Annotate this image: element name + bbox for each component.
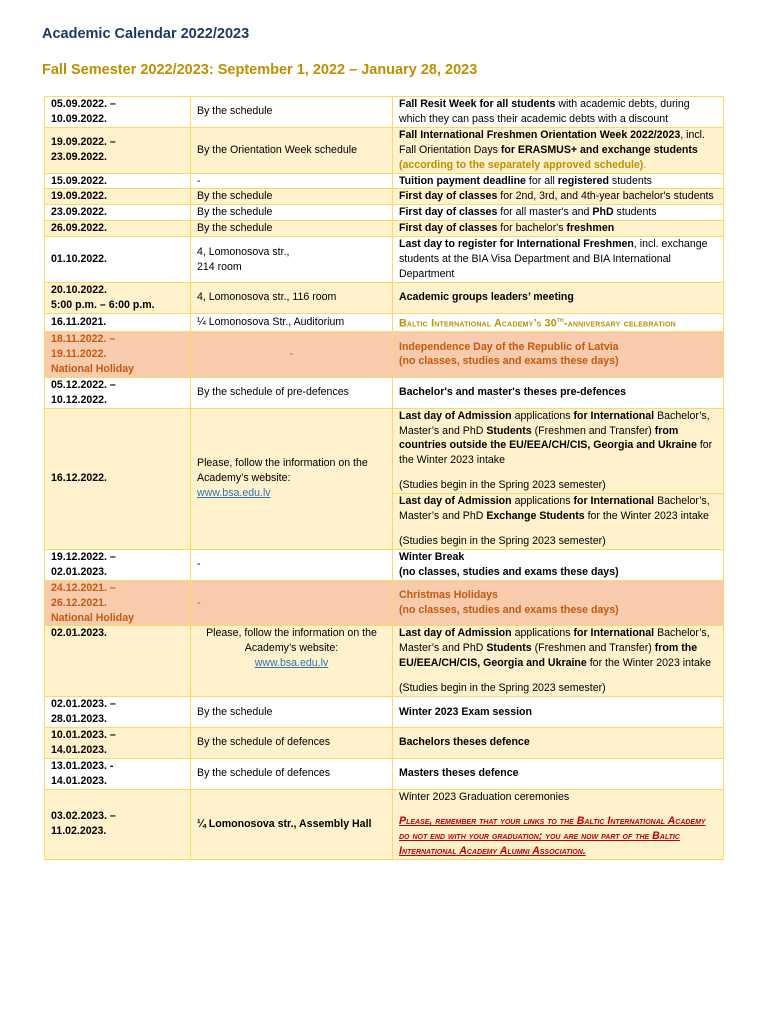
date-cell: 18.11.2022. – 19.11.2022. National Holiday (45, 332, 191, 378)
place-cell: By the schedule of defences (191, 727, 393, 758)
event-cell: Bachelor's and master's theses pre-defences (393, 377, 724, 408)
event-cell: Baltic International Academy’s 30th-anniversary celebration (393, 313, 724, 331)
place-cell: ¼ Lomonosova str., Assembly Hall (191, 789, 393, 860)
table-row (45, 549, 724, 580)
place-cell: - (191, 580, 393, 626)
table-row (45, 408, 724, 494)
date-cell: 23.09.2022. (45, 205, 191, 221)
event-cell: Masters theses defence (393, 758, 724, 789)
event-cell: Tuition payment deadline for all registered students (393, 173, 724, 189)
table-row (45, 173, 724, 189)
date-cell: 05.12.2022. – 10.12.2022. (45, 377, 191, 408)
date-cell: 20.10.2022. 5:00 p.m. – 6:00 p.m. (45, 282, 191, 313)
table-row (45, 221, 724, 237)
date-cell: 13.01.2023. - 14.01.2023. (45, 758, 191, 789)
event-cell: Fall International Freshmen Orientation Week 2022/2023, incl. Fall Orientation Days for ERASMUS+ and exchange students (according to the separately approved schedule). (393, 127, 724, 173)
place-cell: - (191, 173, 393, 189)
event-cell: Last day to register for International Freshmen, incl. exchange students at the BIA Visa Department and BIA International Department (393, 237, 724, 283)
event-cell: Winter Break (no classes, studies and exams these days) (393, 549, 724, 580)
event-cell: Winter 2023 Exam session (393, 697, 724, 728)
place-cell: 4, Lomonosova str., 214 room (191, 237, 393, 283)
table-row (45, 205, 724, 221)
date-cell: 05.09.2022. – 10.09.2022. (45, 97, 191, 128)
date-cell: 03.02.2023. – 11.02.2023. (45, 789, 191, 860)
event-cell: Academic groups leaders’ meeting (393, 282, 724, 313)
place-cell: By the schedule (191, 205, 393, 221)
table-row (45, 313, 724, 331)
semester-heading: Fall Semester 2022/2023: September 1, 2022 – January 28, 2023 (42, 62, 478, 78)
table-row (45, 377, 724, 408)
place-cell: - (191, 332, 393, 378)
website-link[interactable]: www.bsa.edu.lv (254, 657, 329, 670)
place-cell: - (191, 549, 393, 580)
place-cell: Please, follow the information on the Academy’s website: www.bsa.edu.lv (191, 408, 393, 549)
place-cell: By the schedule of defences (191, 758, 393, 789)
place-cell: By the schedule (191, 189, 393, 205)
date-cell: 10.01.2023. – 14.01.2023. (45, 727, 191, 758)
calendar-table (44, 96, 724, 860)
date-cell: 26.09.2022. (45, 221, 191, 237)
event-cell: Winter 2023 Graduation ceremonies Please, remember that your links to the Baltic International Academy do not end with your graduation; you are now part of the Baltic International Academy Alumni Association. (393, 789, 724, 860)
table-row (45, 97, 724, 128)
page-title: Academic Calendar 2022/2023 (42, 26, 250, 42)
event-cell: Christmas Holidays (no classes, studies and exams these days) (393, 580, 724, 626)
event-cell: Last day of Admission applications for International Bachelor’s, Master’s and PhD Students (Freshmen and Transfer) from the EU/EEA/CH/CIS, Georgia and Ukraine for the Winter 2023 intake (Studies begin in the Spring 2023 semester) (393, 626, 724, 697)
website-link[interactable]: www.bsa.edu.lv (197, 487, 271, 500)
table-row (45, 127, 724, 173)
date-cell: 01.10.2022. (45, 237, 191, 283)
event-cell: Last day of Admission applications for International Bachelor’s, Master’s and PhD Exchange Students for the Winter 2023 intake (Studies begin in the Spring 2023 semester) (393, 494, 724, 550)
table-row (45, 727, 724, 758)
place-cell: By the Orientation Week schedule (191, 127, 393, 173)
table-row (45, 237, 724, 283)
place-cell: ¼ Lomonosova Str., Auditorium (191, 313, 393, 331)
place-cell: By the schedule (191, 697, 393, 728)
event-cell: Bachelors theses defence (393, 727, 724, 758)
table-row (45, 282, 724, 313)
table-row (45, 789, 724, 860)
table-row (45, 697, 724, 728)
table-row (45, 626, 724, 697)
event-cell: Last day of Admission applications for International Bachelor’s, Master’s and PhD Students (Freshmen and Transfer) from countries outside the EU/EEA/CH/CIS, Georgia and Ukraine for the Winter 2023 intake (Studies begin in the Spring 2023 semester) (393, 408, 724, 494)
table-row (45, 332, 724, 378)
alumni-note: Please, remember that your links to the Baltic International Academy do not end with your graduation; you are now part of the Baltic International Academy Alumni Association. (399, 815, 706, 858)
date-cell: 02.01.2023. – 28.01.2023. (45, 697, 191, 728)
event-cell: Independence Day of the Republic of Latvia (no classes, studies and exams these days) (393, 332, 724, 378)
table-row (45, 758, 724, 789)
date-cell: 19.09.2022. – 23.09.2022. (45, 127, 191, 173)
table-row (45, 189, 724, 205)
place-cell: 4, Lomonosova str., 116 room (191, 282, 393, 313)
date-cell: 19.12.2022. – 02.01.2023. (45, 549, 191, 580)
place-cell: Please, follow the information on the Academy’s website: www.bsa.edu.lv (191, 626, 393, 697)
date-cell: 15.09.2022. (45, 173, 191, 189)
date-cell: 02.01.2023. (45, 626, 191, 697)
date-cell: 19.09.2022. (45, 189, 191, 205)
event-cell: First day of classes for all master's and PhD students (393, 205, 724, 221)
place-cell: By the schedule (191, 221, 393, 237)
event-cell: Fall Resit Week for all students with academic debts, during which they can pass their academic debts with a discount (393, 97, 724, 128)
event-cell: First day of classes for 2nd, 3rd, and 4th-year bachelor's students (393, 189, 724, 205)
place-cell: By the schedule of pre-defences (191, 377, 393, 408)
date-cell: 16.12.2022. (45, 408, 191, 549)
date-cell: 24.12.2021. – 26.12.2021. National Holiday (45, 580, 191, 626)
table-row (45, 580, 724, 626)
place-cell: By the schedule (191, 97, 393, 128)
event-cell: First day of classes for bachelor's freshmen (393, 221, 724, 237)
date-cell: 16.11.2021. (45, 313, 191, 331)
